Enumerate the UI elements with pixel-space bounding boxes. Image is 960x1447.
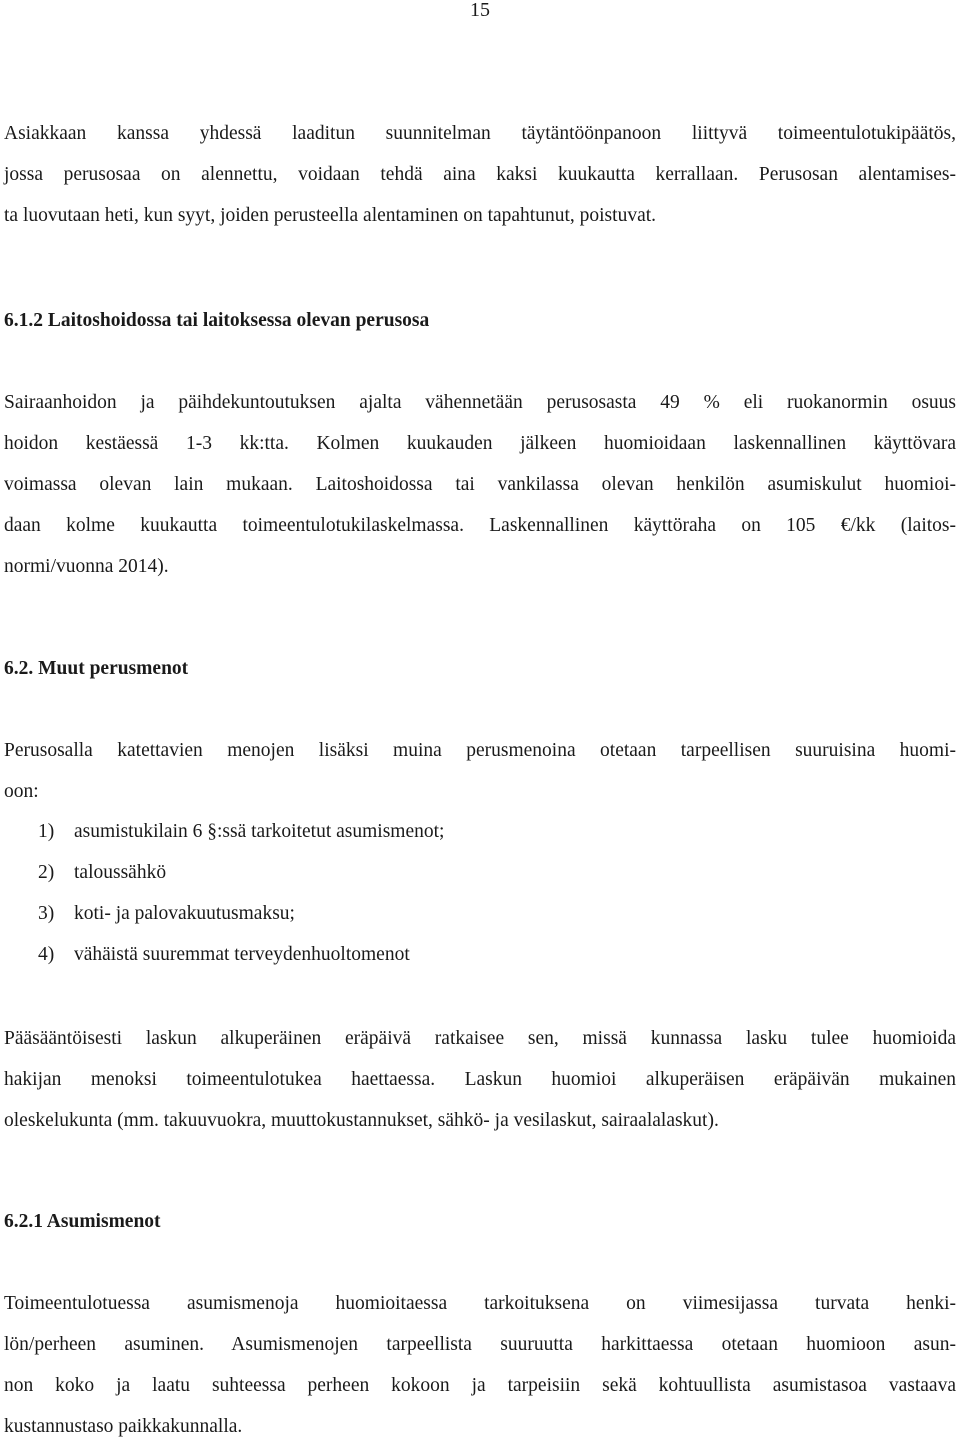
paragraph-line: Toimeentulotuessa asumismenoja huomioitaessa tarkoituksena on viimesijassa turvata henki- [4, 1293, 956, 1314]
paragraph-line: Sairaanhoidon ja päihdekuntoutuksen ajalta vähennetään perusosasta 49 % eli ruokanormin osuus [4, 392, 956, 413]
intro-line: Asiakkaan kanssa yhdessä laaditun suunnitelman täytäntöönpanoon liittyvä toimeentulotukipäätös, [4, 123, 956, 144]
intro-paragraph [4, 113, 956, 236]
list-item-text: vähäistä suuremmat terveydenhuoltomenot [74, 944, 410, 965]
paragraph-line: Pääsääntöisesti laskun alkuperäinen eräpäivä ratkaisee sen, missä kunnassa lasku tulee huomioida [4, 1028, 956, 1049]
paragraph-line: daan kolme kuukautta toimeentulotukilaskelmassa. Laskennallinen käyttöraha on 105 €/kk (laitos- [4, 515, 956, 536]
paragraph-line: hoidon kestäessä 1-3 kk:tta. Kolmen kuukauden jälkeen huomioidaan laskennallinen käyttövara [4, 433, 956, 454]
paragraph-line: Perusosalla katettavien menojen lisäksi muina perusmenoina otetaan tarpeellisen suuruisina huomi- [4, 740, 956, 761]
list-item-text: taloussähkö [74, 862, 167, 883]
intro-line: ta luovutaan heti, kun syyt, joiden perusteella alentaminen on tapahtunut, poistuvat. [4, 205, 657, 226]
paragraph-line: oon: [4, 781, 39, 802]
paragraph-line: lön/perheen asuminen. Asumismenojen tarpeellista suuruutta harkittaessa otetaan huomioon asun- [4, 1334, 956, 1355]
list-item-text: koti- ja palovakuutusmaksu; [74, 903, 295, 924]
list-item-text: asumistukilain 6 §:ssä tarkoitetut asumismenot; [74, 821, 445, 842]
intro-line: jossa perusosaa on alennettu, voidaan tehdä aina kaksi kuukautta kerrallaan. Perusosan alentamises- [4, 164, 956, 185]
section-6-2-paragraph [4, 730, 956, 812]
list-item [38, 811, 444, 852]
list-item-number: 1) [38, 821, 55, 842]
paragraph-line: oleskelukunta (mm. takuuvuokra, muuttokustannukset, sähkö- ja vesilaskut, sairaalalaskut). [4, 1110, 719, 1131]
paragraph-line: hakijan menoksi toimeentulotukea haettaessa. Laskun huomioi alkuperäisen eräpäivän mukainen [4, 1069, 956, 1090]
list-item-number: 2) [38, 862, 55, 883]
section-6-2-1-paragraph [4, 1283, 956, 1447]
list-item [38, 893, 444, 934]
section-6-1-2-paragraph [4, 382, 956, 587]
section-heading-6-2-1: 6.2.1 Asumismenot [4, 1211, 161, 1232]
list-item-number: 3) [38, 903, 55, 924]
paragraph-line: kustannustaso paikkakunnalla. [4, 1416, 243, 1437]
paragraph-line: voimassa olevan lain mukaan. Laitoshoidossa tai vankilassa olevan henkilön asumiskulut huomioi- [4, 474, 956, 495]
section-6-2-after-paragraph [4, 1018, 956, 1141]
paragraph-line: normi/vuonna 2014). [4, 556, 169, 577]
list-item [38, 934, 444, 975]
list-item-number: 4) [38, 944, 55, 965]
paragraph-line: non koko ja laatu suhteessa perheen kokoon ja tarpeisiin sekä kohtuullista asumistasoa vastaava [4, 1375, 956, 1396]
page-number: 15 [470, 0, 490, 21]
section-heading-6-1-2: 6.1.2 Laitoshoidossa tai laitoksessa olevan perusosa [4, 310, 430, 331]
list-item [38, 852, 444, 893]
section-heading-6-2: 6.2. Muut perusmenot [4, 658, 189, 679]
perusmenot-list [38, 811, 444, 975]
